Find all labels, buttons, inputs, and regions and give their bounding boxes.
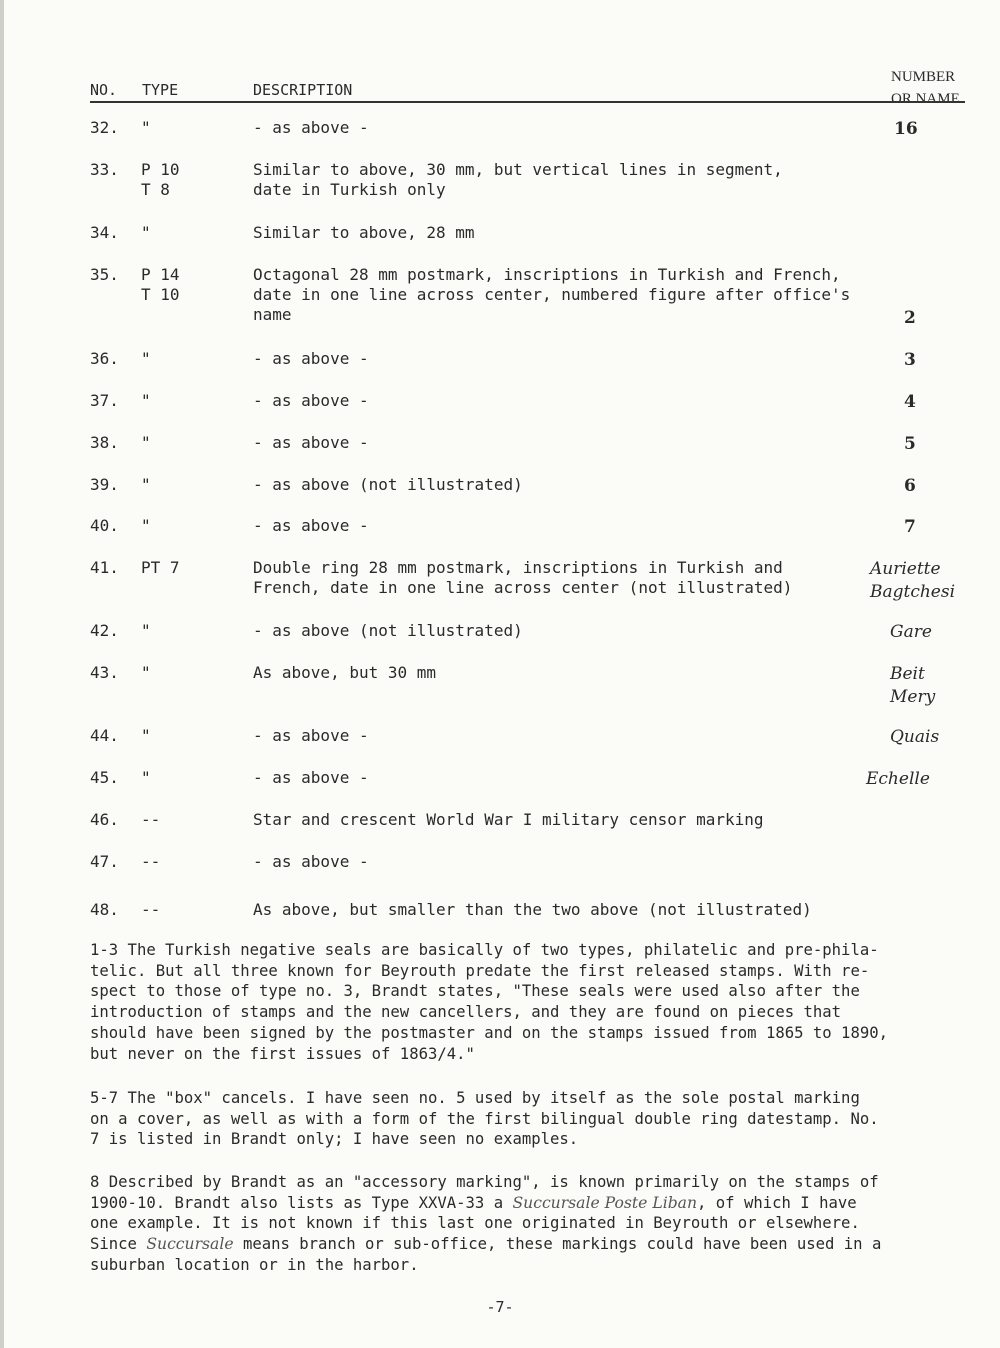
row-description: - as above - (253, 391, 369, 410)
row-number: 45. (90, 768, 119, 787)
row-number: 44. (90, 726, 119, 745)
row-number: 48. (90, 900, 119, 919)
row-number: 37. (90, 391, 119, 410)
row-number: 47. (90, 852, 119, 871)
row-description: - as above - (253, 768, 369, 787)
row-number: 32. (90, 118, 119, 137)
row-description: Double ring 28 mm postmark, inscriptions in Turkish and French, date in one line across center (not illustrated) (253, 558, 793, 597)
row-number: 38. (90, 433, 119, 452)
row-number-or-name: Quais (890, 727, 940, 747)
row-type: -- (141, 810, 161, 829)
row-description: - as above - (253, 516, 369, 535)
row-description: - as above (not illustrated) (253, 475, 523, 494)
row-number-or-name: 5 (904, 434, 916, 454)
row-type: " (141, 663, 151, 682)
row-description: Similar to above, 28 mm (253, 223, 475, 242)
note-8-part-b: , of which I have one example. It is not known if this last one originated in Beyrouth or elsewhere. Since (90, 1193, 860, 1254)
note-8-part-c: means branch or sub-office, these markings could have been used in a suburban location or in the harbor. (90, 1235, 882, 1274)
row-number-or-name: 4 (904, 392, 916, 412)
row-type: P 14 T 10 (141, 265, 180, 304)
row-description: As above, but smaller than the two above (not illustrated) (253, 900, 812, 919)
row-description: - as above - (253, 118, 369, 137)
row-number: 34. (90, 223, 119, 242)
row-number-or-name: 6 (904, 476, 916, 496)
row-type: " (141, 475, 151, 494)
row-number-or-name: Gare (890, 622, 932, 642)
row-description: - as above (not illustrated) (253, 621, 523, 640)
row-number: 36. (90, 349, 119, 368)
row-number: 39. (90, 475, 119, 494)
row-number: 40. (90, 516, 119, 535)
row-number: 43. (90, 663, 119, 682)
note-8-italic-2: Succursale (146, 1235, 234, 1254)
page-number: -7- (486, 1298, 514, 1316)
header-no: NO. (90, 81, 118, 99)
row-type: " (141, 768, 151, 787)
row-type: " (141, 223, 151, 242)
row-type: " (141, 433, 151, 452)
row-number: 35. (90, 265, 119, 284)
row-type: PT 7 (141, 558, 180, 577)
row-number-or-name: 7 (904, 517, 916, 537)
row-type: -- (141, 852, 161, 871)
note-1-3: 1-3 The Turkish negative seals are basically of two types, philatelic and pre-phila- telic. But all three known for Beyrouth predate the first released stamps. With re- spect to those of type no. 3, Brandt states, "These seals were used also after the introduction of stamps and the new cancellers, and they are found on pieces that should have been signed by the postmaster and on the stamps issued from 1865 to 1890, but never on the first issues of 1863/4." (90, 941, 888, 1063)
row-description: - as above - (253, 349, 369, 368)
header-rule (90, 101, 965, 103)
note-8-italic-1: Succursale Poste Liban (512, 1193, 698, 1212)
row-description: - as above - (253, 726, 369, 745)
row-number: 42. (90, 621, 119, 640)
header-number-or-name: NUMBER OR NAME (891, 69, 960, 107)
row-description: Star and crescent World War I military censor marking (253, 810, 764, 829)
row-type: P 10 T 8 (141, 160, 180, 199)
note-5-7: 5-7 The "box" cancels. I have seen no. 5 used by itself as the sole postal marking on a cover, as well as with a form of the first bilingual double ring datestamp. No. 7 is listed in Brandt only; I have seen no examples. (90, 1089, 879, 1149)
row-description: - as above - (253, 852, 369, 871)
row-type: " (141, 391, 151, 410)
row-type: " (141, 621, 151, 640)
page-edge (0, 0, 4, 1348)
row-description: - as above - (253, 433, 369, 452)
header-type: TYPE (142, 81, 179, 99)
row-number-or-name: 16 (894, 119, 918, 139)
row-type: " (141, 516, 151, 535)
row-type: " (141, 118, 151, 137)
header-description: DESCRIPTION (253, 81, 353, 99)
row-number-or-name: 2 (904, 308, 916, 328)
row-description: Octagonal 28 mm postmark, inscriptions in Turkish and French, date in one line across center, numbered figure after office's name (253, 265, 851, 324)
row-number-or-name: Echelle (866, 769, 930, 789)
row-type: " (141, 349, 151, 368)
row-number: 41. (90, 558, 119, 577)
row-number-or-name: Auriette Bagtchesi (870, 559, 956, 602)
row-type: " (141, 726, 151, 745)
row-description: Similar to above, 30 mm, but vertical lines in segment, date in Turkish only (253, 160, 783, 199)
table-header (90, 66, 965, 106)
row-number: 33. (90, 160, 119, 179)
row-number-or-name: 3 (904, 350, 916, 370)
row-description: As above, but 30 mm (253, 663, 437, 682)
row-number-or-name: Beit Mery (890, 664, 936, 707)
row-number: 46. (90, 810, 119, 829)
row-type: -- (141, 900, 161, 919)
note-8 (90, 1172, 962, 1276)
note-8-part-a: 8 Described by Brandt as an "accessory marking", is known primarily on the stamps of 1900-10. Brandt also lists as Type XXVA-33 a (90, 1173, 879, 1212)
